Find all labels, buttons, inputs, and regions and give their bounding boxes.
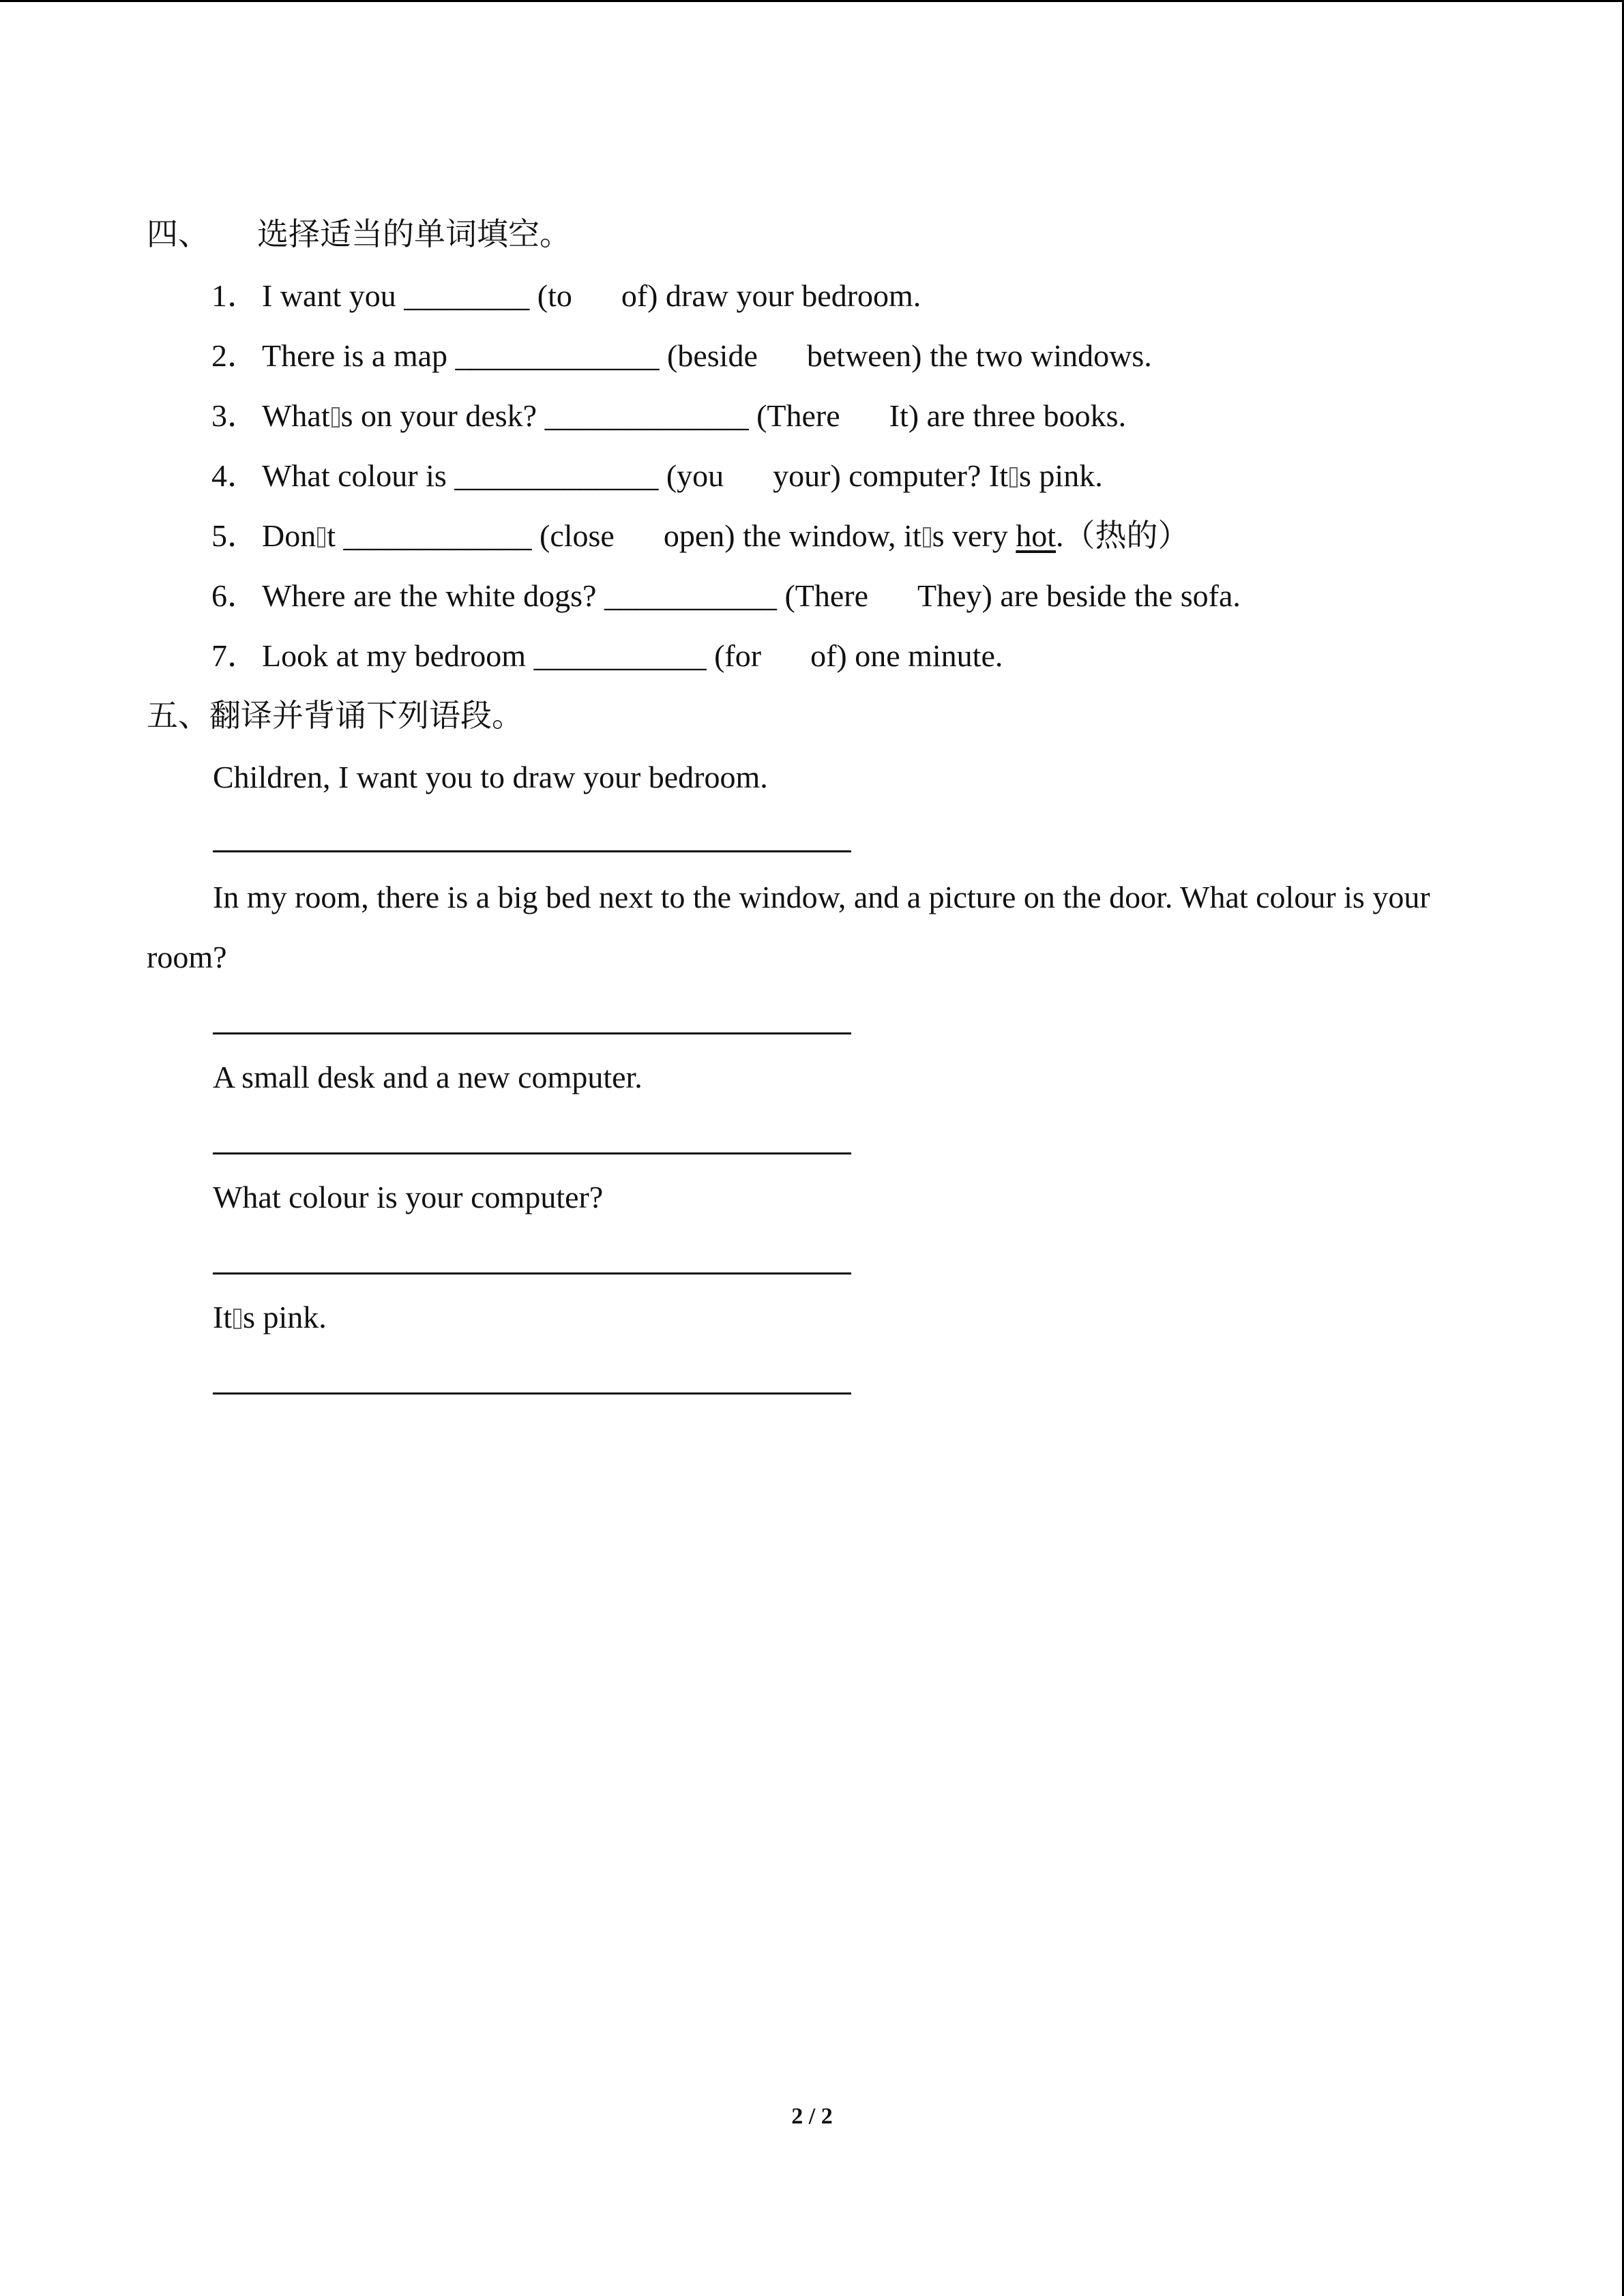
- question-4: [211, 457, 1103, 495]
- missing-apostrophe-glyph: [317, 527, 325, 548]
- question-number: 6．: [211, 578, 259, 613]
- question-6: [211, 577, 1241, 615]
- question-number: 1．: [211, 278, 259, 313]
- option-1: (close: [540, 518, 615, 553]
- translation-sentence-2: In my room, there is a big bed next to the window, and a picture on the door. What colour is your: [213, 880, 1430, 914]
- sentence-text: s pink.: [243, 1300, 327, 1335]
- answer-line-5[interactable]: [213, 1392, 851, 1395]
- option-2: of): [621, 278, 658, 313]
- translation-sentence-3: A small desk and a new computer.: [213, 1060, 643, 1094]
- option-2: open): [663, 518, 735, 553]
- page-number: 2 / 2: [791, 2104, 833, 2129]
- question-text: I want you: [262, 278, 396, 313]
- answer-blank[interactable]: ___________: [533, 638, 707, 673]
- sentence-text: It: [213, 1300, 233, 1335]
- missing-apostrophe-glyph: [233, 1309, 241, 1329]
- question-5: [211, 517, 1190, 555]
- option-1: (beside: [667, 338, 758, 373]
- option-2: They): [917, 578, 992, 613]
- translation-sentence-2-continued: room?: [147, 940, 227, 974]
- section-4-title: 选择适当的单词填空。: [257, 217, 571, 252]
- question-number: 5．: [211, 518, 259, 553]
- question-text: What: [262, 398, 330, 433]
- answer-blank[interactable]: ________: [404, 278, 530, 313]
- question-text-end: draw your bedroom.: [666, 278, 921, 313]
- answer-blank[interactable]: _____________: [544, 398, 749, 433]
- option-1: (There: [784, 578, 869, 613]
- question-text-end: the window, it: [743, 518, 921, 553]
- question-1: [211, 277, 921, 315]
- question-text-end: .（热的）: [1056, 518, 1190, 553]
- missing-apostrophe-glyph: [1009, 467, 1018, 488]
- page-border-top: [0, 0, 1624, 2]
- option-2: between): [806, 338, 922, 373]
- question-text: Look at my bedroom: [262, 638, 527, 673]
- answer-line-4[interactable]: [213, 1272, 851, 1274]
- section-5-heading: 五、翻译并背诵下列语段。: [147, 698, 523, 733]
- underlined-word: hot: [1016, 518, 1057, 553]
- question-7: [211, 637, 1003, 675]
- answer-line-1[interactable]: [213, 850, 851, 852]
- question-text-end: s very: [932, 518, 1008, 553]
- option-1: (There: [756, 398, 840, 433]
- question-number: 3．: [211, 398, 259, 433]
- question-text: Where are the white dogs?: [262, 578, 597, 613]
- question-2: [211, 337, 1152, 375]
- option-2: your): [773, 458, 841, 493]
- answer-blank[interactable]: _____________: [455, 338, 660, 373]
- answer-blank[interactable]: ____________: [343, 518, 532, 553]
- question-text: Don: [262, 518, 316, 553]
- question-text-end: one minute.: [855, 638, 1003, 673]
- section-4-number: 四、: [147, 217, 209, 252]
- question-number: 7．: [211, 638, 259, 673]
- translation-sentence-4: What colour is your computer?: [213, 1180, 604, 1214]
- question-number: 2．: [211, 338, 259, 373]
- answer-line-2[interactable]: [213, 1032, 851, 1034]
- translation-sentence-1: Children, I want you to draw your bedroom.: [213, 760, 768, 794]
- question-text-end: are three books.: [926, 398, 1127, 433]
- answer-blank[interactable]: _____________: [454, 458, 659, 493]
- missing-apostrophe-glyph: [923, 527, 931, 548]
- answer-line-3[interactable]: [213, 1152, 851, 1154]
- question-3: [211, 397, 1126, 435]
- missing-apostrophe-glyph: [331, 407, 340, 428]
- question-text-end: s pink.: [1019, 458, 1103, 493]
- section-4-heading: [147, 215, 571, 254]
- question-text-end: are beside the sofa.: [1000, 578, 1241, 613]
- option-1: (you: [666, 458, 724, 493]
- option-1: (to: [537, 278, 572, 313]
- question-text: s on your desk?: [340, 398, 537, 433]
- option-2: of): [810, 638, 847, 673]
- answer-blank[interactable]: ___________: [604, 578, 777, 613]
- question-text: There is a map: [262, 338, 448, 373]
- question-text-end: the two windows.: [929, 338, 1152, 373]
- question-text-end: computer? It: [848, 458, 1009, 493]
- question-text: t: [327, 518, 336, 553]
- option-1: (for: [714, 638, 762, 673]
- option-2: It): [889, 398, 919, 433]
- translation-sentence-5: [213, 1298, 327, 1337]
- question-text: What colour is: [262, 458, 447, 493]
- question-number: 4．: [211, 458, 259, 493]
